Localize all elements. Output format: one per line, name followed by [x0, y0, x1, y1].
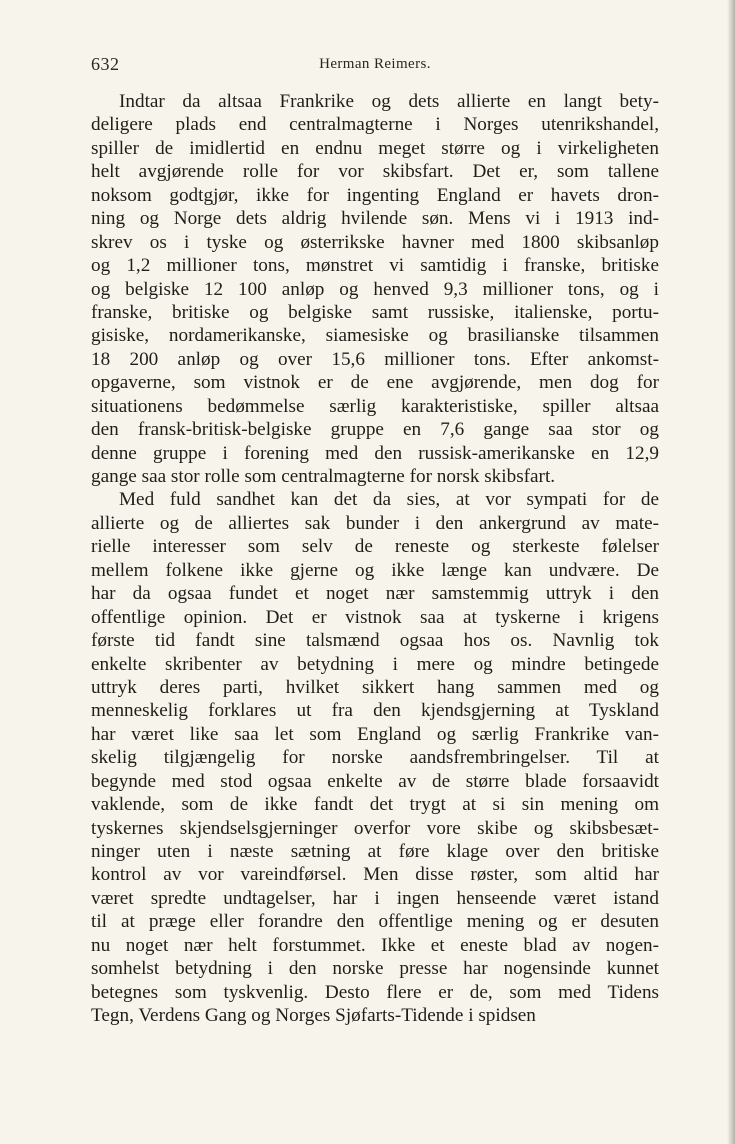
text-line: franske, britiske og belgiske samt russiske, italienske, portu- [91, 301, 659, 323]
text-line: somhelst betydning i den norske presse har nogensinde kunnet [91, 958, 659, 980]
text-line: Med fuld sandhet kan det da sies, at vor sympati for de [119, 489, 659, 511]
body-text [91, 90, 659, 1028]
text-line: offentlige opinion. Det er vistnok saa at tyskerne i krigens [91, 606, 659, 628]
text-line: situationens bedømmelse særlig karakteristiske, spiller altsaa [91, 395, 659, 417]
text-line: og belgiske 12 100 anløp og henved 9,3 millioner tons, og i [91, 278, 659, 300]
text-line: skrev os i tyske og østerrikske havner med 1800 skibsanløp [91, 231, 659, 253]
text-line: vaklende, som de ikke fandt det trygt at si sin mening om [91, 794, 659, 816]
text-line: allierte og de alliertes sak bunder i den ankergrund av mate- [91, 512, 659, 534]
text-line: har været like saa let som England og særlig Frankrike van- [91, 723, 659, 745]
text-line: skelig tilgjængelig for norske aandsfrembringelser. Til at [91, 747, 659, 769]
text-line: begynde med stod ogsaa enkelte av de større blade forsaavidt [91, 770, 659, 792]
text-line: opgaverne, som vistnok er de ene avgjørende, men dog for [91, 372, 659, 394]
text-line: været spredte undtagelser, har i ingen henseende været istand [91, 887, 659, 909]
text-line: menneskelig forklares ut fra den kjendsgjerning at Tyskland [91, 700, 659, 722]
text-line: kontrol av vor vareindførsel. Men disse røster, som altid har [91, 864, 659, 886]
text-line: uttryk deres parti, hvilket sikkert hang sammen med og [91, 676, 659, 698]
text-line: og 1,2 millioner tons, mønstret vi samtidig i franske, britiske [91, 255, 659, 277]
text-line: ninger uten i næste sætning at føre klage over den britiske [91, 841, 659, 862]
running-title: Herman Reimers. [319, 56, 431, 72]
text-line: nu noget nær helt forstummet. Ikke et eneste blad av nogen- [91, 934, 659, 956]
text-line: gange saa stor rolle som centralmagterne for norsk skibsfart. [91, 466, 556, 487]
paragraph [91, 488, 659, 1027]
text-line: helt avgjørende rolle for vor skibsfart. Det er, som tallene [91, 161, 659, 183]
text-line: 18 200 anløp og over 15,6 millioner tons. Efter ankomst- [91, 348, 659, 370]
page-number: 632 [91, 54, 120, 74]
text-line: den fransk-britisk-belgiske gruppe en 7,6 gange saa stor og [91, 419, 659, 441]
text-line: har da ogsaa fundet et noget nær samstemmig uttryk i den [91, 583, 659, 605]
text-line: til at præge eller forandre den offentlige mening og er desuten [91, 911, 659, 933]
text-line: noksom godtgjør, ikke for ingenting England er havets dron- [91, 184, 659, 206]
text-line: gisiske, nordamerikanske, siamesiske og brasilianske tilsammen [91, 325, 659, 347]
paragraph [91, 90, 659, 488]
running-header [91, 54, 659, 76]
text-line: tyskernes skjendselsgjerninger overfor vore skibe og skibsbesæt- [91, 817, 659, 839]
text-line: Tegn, Verdens Gang og Norges Sjøfarts-Tidende i spidsen [91, 1005, 536, 1027]
text-line: denne gruppe i forening med den russisk-amerikanske en 12,9 [91, 442, 659, 464]
text-line: deligere plads end centralmagterne i Norges utenrikshandel, [91, 114, 659, 136]
text-line: enkelte skribenter av betydning i mere og mindre betingede [91, 653, 659, 675]
text-line: rielle interesser som selv de reneste og sterkeste følelser [91, 536, 659, 558]
text-line: spiller de imidlertid en endnu meget større og i virkeligheten [91, 137, 659, 159]
text-line: ning og Norge dets aldrig hvilende søn. Mens vi i 1913 ind- [91, 208, 659, 230]
text-line: mellem folkene ikke gjerne og ikke længe kan undvære. De [91, 559, 659, 581]
page-edge-shadow [727, 0, 735, 1144]
text-line: betegnes som tyskvenlig. Desto flere er de, som med Tidens [91, 981, 659, 1003]
text-line: Indtar da altsaa Frankrike og dets allierte en langt bety- [119, 91, 659, 112]
text-line: første tid fandt sine talsmænd ogsaa hos os. Navnlig tok [91, 630, 659, 652]
